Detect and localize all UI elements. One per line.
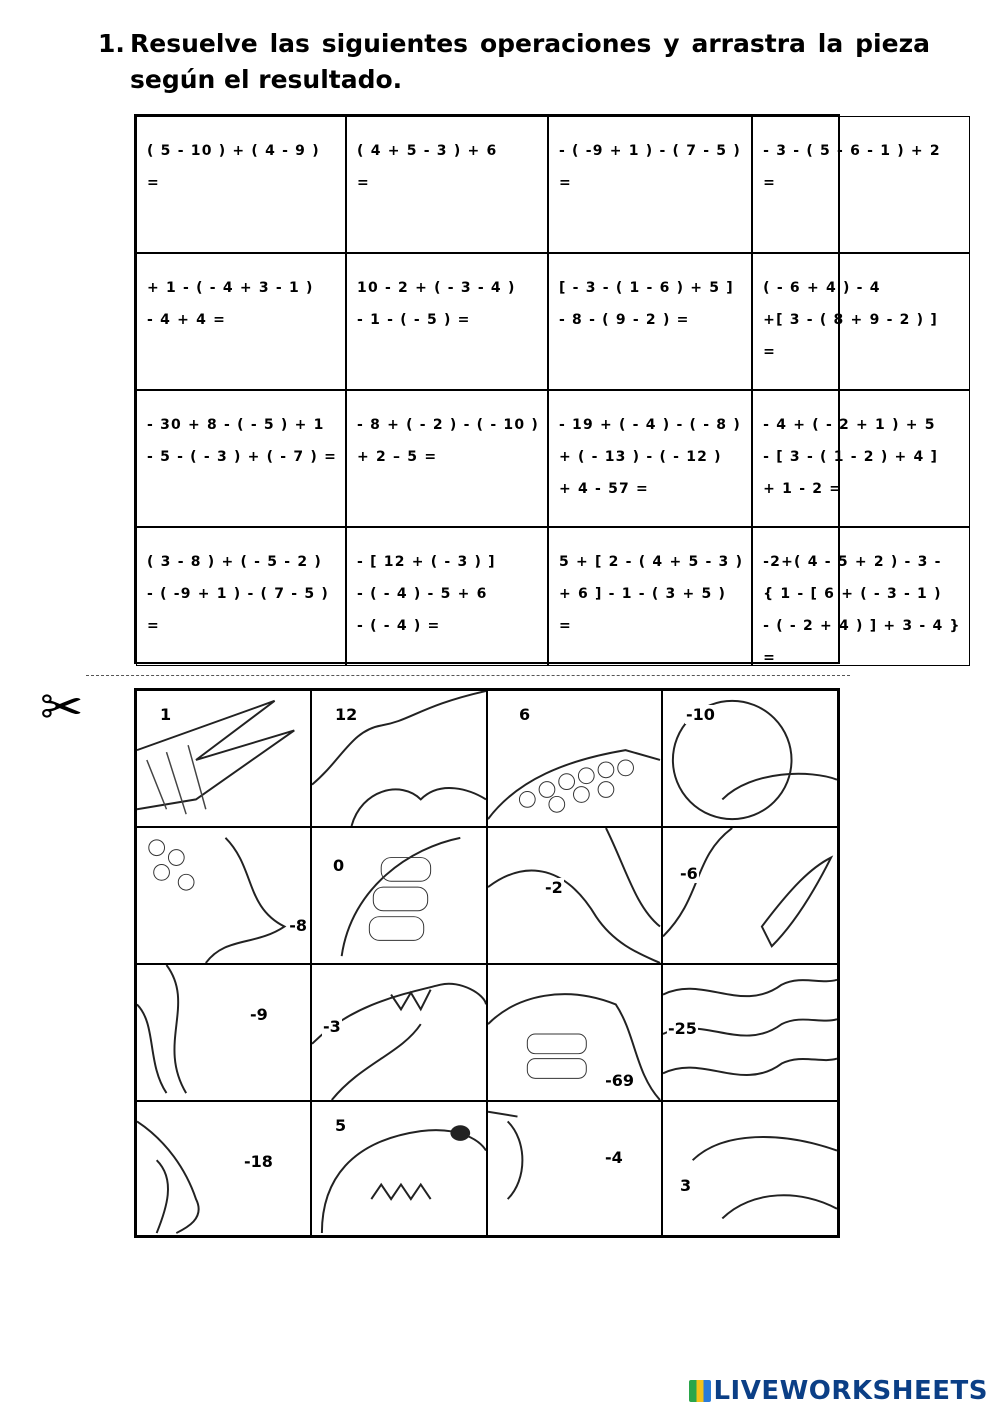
puzzle-piece[interactable] xyxy=(662,827,838,964)
operation-line: - 5 - ( - 3 ) + ( - 7 ) = xyxy=(147,449,338,465)
operation-line: = xyxy=(558,175,572,191)
operation-line: = xyxy=(763,344,777,360)
piece-value: -6 xyxy=(680,864,698,883)
puzzle-piece[interactable] xyxy=(487,690,662,827)
piece-value: 0 xyxy=(333,856,345,875)
dragon-sketch-fragment xyxy=(663,828,837,963)
cut-line xyxy=(86,675,850,676)
operation-line: + ( - 13 ) - ( - 12 ) xyxy=(558,449,722,465)
operation-cell xyxy=(346,116,548,253)
operation-line: = xyxy=(763,175,777,191)
instruction-line-1: Resuelve las siguientes operaciones y arrastra la pieza xyxy=(130,29,930,58)
piece-value: -4 xyxy=(605,1148,623,1167)
piece-value: -8 xyxy=(289,916,307,935)
operation-cell xyxy=(136,116,346,253)
operation-line: + 1 - 2 = xyxy=(763,481,843,497)
operation-line: = xyxy=(147,175,160,191)
piece-value: 5 xyxy=(335,1116,347,1135)
operation-line: + 2 – 5 = xyxy=(357,449,438,465)
operation-cell xyxy=(548,390,752,527)
scissors-icon: ✂ xyxy=(40,678,84,738)
instruction-number: 1. xyxy=(98,29,125,58)
operation-cell xyxy=(752,527,970,666)
operation-line: -2+( 4 - 5 + 2 ) - 3 - xyxy=(763,554,942,570)
dragon-sketch-fragment xyxy=(488,1102,661,1235)
operation-line: = xyxy=(558,618,572,634)
operation-line: + 6 ] - 1 - ( 3 + 5 ) xyxy=(558,586,727,602)
operation-line: - ( - 4 ) = xyxy=(357,618,441,634)
operation-cell xyxy=(752,116,970,253)
operation-cell xyxy=(548,527,752,666)
puzzle-piece[interactable] xyxy=(311,964,487,1101)
piece-value: -25 xyxy=(668,1019,697,1038)
puzzle-piece[interactable] xyxy=(136,964,311,1101)
dragon-sketch-fragment xyxy=(488,828,661,963)
operation-cell xyxy=(346,527,548,666)
liveworksheets-icon xyxy=(689,1380,711,1402)
dragon-sketch-fragment xyxy=(312,828,486,963)
operation-line: - 4 + ( - 2 + 1 ) + 5 xyxy=(763,417,936,433)
piece-value: -3 xyxy=(323,1017,341,1036)
operation-line: 10 - 2 + ( - 3 - 4 ) xyxy=(357,280,516,296)
dragon-sketch-fragment xyxy=(488,691,661,826)
instruction-line-2: según el resultado. xyxy=(130,65,403,94)
brand-name: LIVEWORKSHEETS xyxy=(713,1376,988,1406)
puzzle-piece[interactable] xyxy=(662,690,838,827)
operation-line: + 4 - 57 = xyxy=(558,481,649,497)
piece-value: -9 xyxy=(250,1005,268,1024)
puzzle-piece[interactable] xyxy=(662,964,838,1101)
dragon-sketch-fragment xyxy=(137,965,310,1100)
operations-grid xyxy=(134,114,961,666)
puzzle-piece[interactable] xyxy=(311,690,487,827)
operation-line: ( 3 - 8 ) + ( - 5 - 2 ) xyxy=(147,554,322,570)
operation-line: - 4 + 4 = xyxy=(147,312,227,328)
operation-cell xyxy=(136,390,346,527)
operation-line: { 1 - [ 6 + ( - 3 - 1 ) xyxy=(763,586,942,602)
operation-line: - ( - 2 + 4 ) ] + 3 - 4 } xyxy=(763,618,961,634)
operation-line: - 3 - ( 5 - 6 - 1 ) + 2 xyxy=(763,143,941,159)
operation-line: - ( - 4 ) - 5 + 6 xyxy=(357,586,488,602)
operation-cell xyxy=(752,253,970,390)
operation-cell xyxy=(346,253,548,390)
puzzle-grid xyxy=(134,688,840,1238)
puzzle-piece[interactable] xyxy=(487,964,662,1101)
puzzle-piece[interactable] xyxy=(662,1101,838,1236)
piece-value: -18 xyxy=(244,1152,273,1171)
operation-line: ( 5 - 10 ) + ( 4 - 9 ) xyxy=(147,143,320,159)
operation-line: - 19 + ( - 4 ) - ( - 8 ) xyxy=(558,417,741,433)
operation-cell xyxy=(752,390,970,527)
piece-value: -10 xyxy=(686,705,715,724)
puzzle-piece[interactable] xyxy=(311,1101,487,1236)
operation-line: = xyxy=(357,175,370,191)
puzzle-piece[interactable] xyxy=(487,1101,662,1236)
puzzle-piece[interactable] xyxy=(487,827,662,964)
operation-line: - ( -9 + 1 ) - ( 7 - 5 ) xyxy=(147,586,329,602)
operation-line: = xyxy=(147,618,160,634)
operation-line: [ - 3 - ( 1 - 6 ) + 5 ] xyxy=(558,280,734,296)
operation-line: +[ 3 - ( 8 + 9 - 2 ) ] xyxy=(763,312,938,328)
operation-cell xyxy=(548,116,752,253)
liveworksheets-logo xyxy=(689,1376,988,1406)
piece-value: 1 xyxy=(160,705,172,724)
operation-cell xyxy=(136,527,346,666)
operation-line: 5 + [ 2 - ( 4 + 5 - 3 ) xyxy=(558,554,744,570)
operation-line: ( 4 + 5 - 3 ) + 6 xyxy=(357,143,498,159)
operation-line: - 8 - ( 9 - 2 ) = xyxy=(558,312,690,328)
piece-value: -69 xyxy=(605,1071,634,1090)
puzzle-piece[interactable] xyxy=(136,690,311,827)
operation-line: ( - 6 + 4 ) - 4 xyxy=(763,280,881,296)
operation-line: - [ 12 + ( - 3 ) ] xyxy=(357,554,496,570)
operation-line: + 1 - ( - 4 + 3 - 1 ) xyxy=(147,280,314,296)
piece-value: 3 xyxy=(680,1176,692,1195)
dragon-sketch-fragment xyxy=(663,1102,837,1235)
dragon-sketch-fragment xyxy=(488,965,661,1100)
operation-line: - 8 + ( - 2 ) - ( - 10 ) xyxy=(357,417,539,433)
dragon-sketch-fragment xyxy=(137,1102,310,1235)
operation-cell xyxy=(346,390,548,527)
operation-line: - 1 - ( - 5 ) = xyxy=(357,312,471,328)
piece-value: 6 xyxy=(519,705,531,724)
operation-cell xyxy=(136,253,346,390)
operation-cell xyxy=(548,253,752,390)
puzzle-piece[interactable] xyxy=(136,1101,311,1236)
puzzle-piece[interactable] xyxy=(136,827,311,964)
piece-value: 12 xyxy=(335,705,358,724)
operation-line: - ( -9 + 1 ) - ( 7 - 5 ) xyxy=(558,143,741,159)
operation-line: - 30 + 8 - ( - 5 ) + 1 xyxy=(147,417,325,433)
puzzle-piece[interactable] xyxy=(311,827,487,964)
dragon-sketch-fragment xyxy=(137,828,310,963)
operation-line: = xyxy=(763,650,777,666)
piece-value: -2 xyxy=(545,878,563,897)
operation-line: - [ 3 - ( 1 - 2 ) + 4 ] xyxy=(763,449,939,465)
